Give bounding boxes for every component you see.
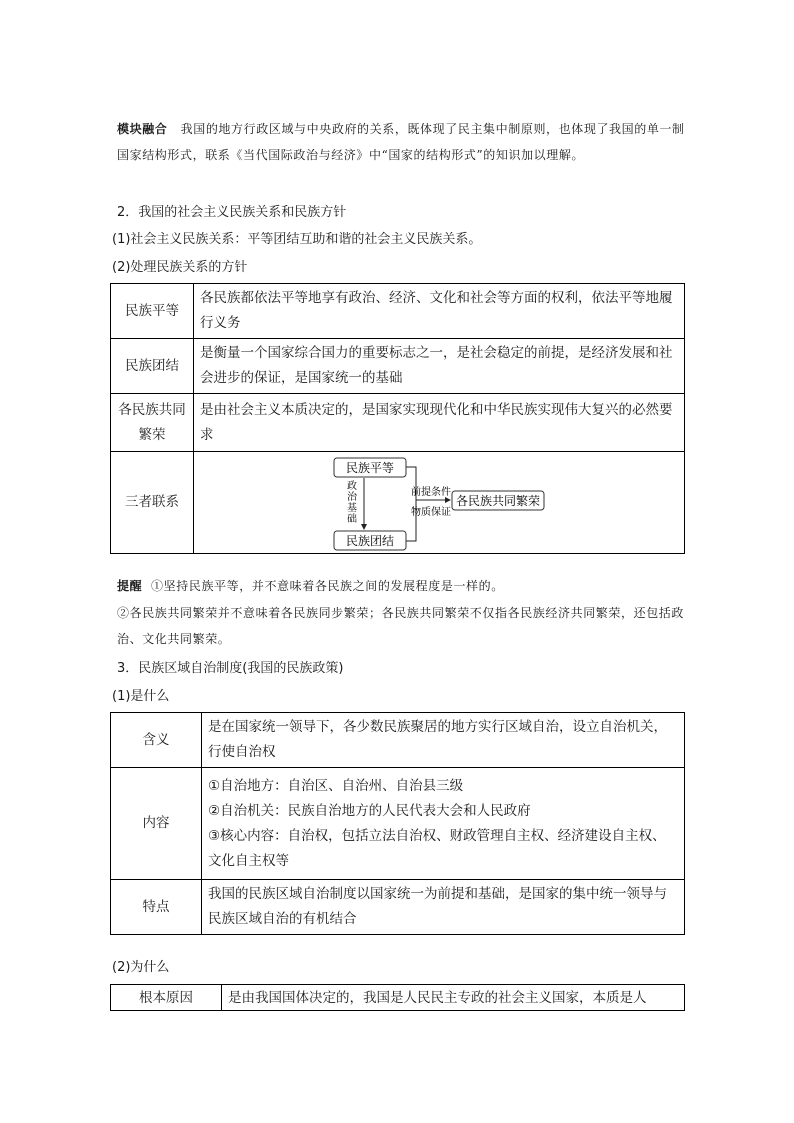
section-3-p2: (2)为什么	[112, 960, 170, 975]
row-text-reason: 是由我国国体决定的，我国是人民民主专政的社会主义国家，本质是人	[222, 985, 685, 1011]
table-row	[111, 880, 685, 935]
row-text-content	[202, 768, 685, 880]
table-row	[111, 768, 685, 880]
box-unity-label: 民族团结	[345, 533, 395, 548]
box-equality-label: 民族平等	[345, 460, 395, 475]
content-line-1: ①自治地方：自治区、自治州、自治县三级	[208, 777, 464, 794]
row-label-relation: 三者联系	[111, 452, 194, 554]
arrow-bottom-label: 物质保证	[411, 506, 451, 518]
note-text: 我国的地方行政区域与中央政府的关系，既体现了民主集中制原则，也体现了我国的单一制国家结构形式，联系《当代国际政治与经济》中“国家的结构形式”的知识加以理解。	[117, 122, 685, 162]
bracket-line	[406, 467, 416, 541]
arrow-top-label: 前提条件	[411, 486, 451, 498]
section-3-heading: 3．民族区域自治制度(我国的民族政策)	[117, 661, 344, 676]
row-text-equality: 各民族都依法平等地享有政治、经济、文化和社会等方面的权利，依法平等地履行义务	[194, 284, 685, 339]
relation-diagram	[194, 453, 684, 553]
row-text-prosperity: 是由社会主义本质决定的，是国家实现现代化和中华民族实现伟大复兴的必然要求	[194, 394, 685, 452]
table-row	[111, 452, 685, 554]
tip-line2: ②各民族共同繁荣并不意味着各民族同步繁荣；各民族共同繁荣不仅指各民族经济共同繁荣，还包括政治、文化共同繁荣。	[117, 606, 685, 646]
row-label-unity: 民族团结	[111, 339, 194, 394]
section-2-p2: (2)处理民族关系的方针	[112, 260, 248, 275]
table-row	[111, 339, 685, 394]
table-row	[111, 284, 685, 339]
tip-text-1: ①坚持民族平等，并不意味着各民族之间的发展程度是一样的。	[151, 579, 504, 593]
ethnic-policy-table	[110, 283, 685, 554]
module-fusion-note	[117, 116, 685, 168]
content-line-2: ②自治机关：民族自治地方的人民代表大会和人民政府	[208, 802, 531, 819]
table-row	[111, 985, 685, 1011]
relation-diagram-cell	[194, 452, 685, 554]
row-text-unity: 是衡量一个国家综合国力的重要标志之一，是社会稳定的前提，是经济发展和社会进步的保证，是国家统一的基础	[194, 339, 685, 394]
row-label-features: 特点	[111, 880, 202, 935]
row-label-content: 内容	[111, 768, 202, 880]
row-label-prosperity: 各民族共同繁荣	[111, 394, 194, 452]
row-label-reason: 根本原因	[111, 985, 222, 1011]
tip-line1	[117, 573, 685, 599]
note-label: 模块融合	[117, 122, 168, 136]
section-2-heading: 2．我国的社会主义民族关系和民族方针	[117, 205, 347, 220]
section-3-p1: (1)是什么	[112, 689, 170, 704]
table-row	[111, 394, 685, 452]
box-prosperity-label: 各民族共同繁荣	[455, 493, 541, 508]
content-line-3: ③核心内容：自治权，包括立法自治权、财政管理自主权、经济建设自主权、文化自主权等	[208, 827, 666, 869]
row-text-features: 我国的民族区域自治制度以国家统一为前提和基础，是国家的集中统一领导与民族区域自治的有机结合	[202, 880, 685, 935]
row-text-meaning: 是在国家统一领导下，各少数民族聚居的地方实行区域自治，设立自治机关，行使自治权	[202, 713, 685, 768]
row-label-meaning: 含义	[111, 713, 202, 768]
row-label-equality: 民族平等	[111, 284, 194, 339]
tip-label: 提醒	[117, 579, 143, 593]
table-row	[111, 713, 685, 768]
reason-table	[110, 984, 685, 1011]
section-2-p1: (1)社会主义民族关系：平等团结互助和谐的社会主义民族关系。	[112, 232, 482, 247]
vertical-label: 政治基础	[347, 480, 357, 525]
autonomy-table	[110, 712, 685, 935]
